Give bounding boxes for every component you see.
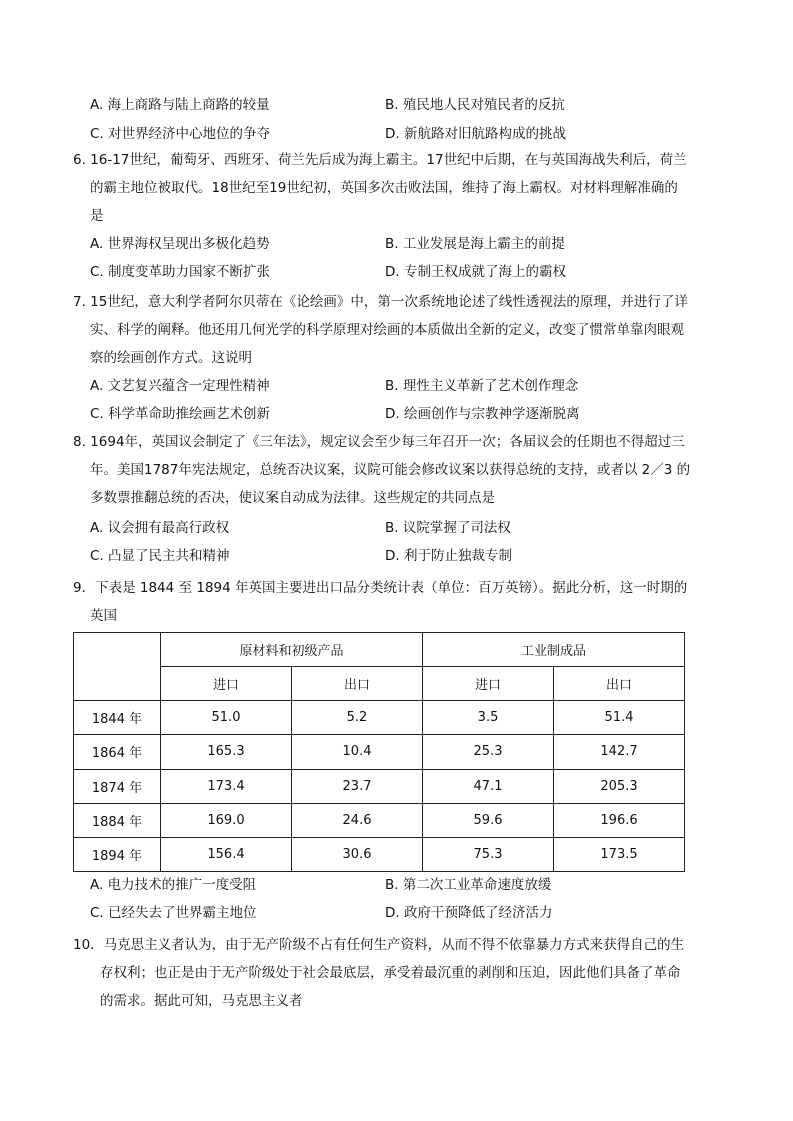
q5-option-d: D. 新航路对旧航路构成的挑战 xyxy=(385,126,566,142)
table-cell: 51.0 xyxy=(161,701,292,735)
q8-option-c: C. 凸显了民主共和精神 xyxy=(90,548,230,564)
q9-option-b: B. 第二次工业革命速度放缓 xyxy=(385,877,552,893)
q7-option-c: C. 科学革命助推绘画艺术创新 xyxy=(90,406,271,422)
table-row xyxy=(74,735,685,769)
table-cell: 3.5 xyxy=(423,701,554,735)
q7-stem-line-2: 实、科学的阐释。他还用几何光学的科学原理对绘画的本质做出全新的定义，改变了惯常单靠肉眼观 xyxy=(90,322,684,338)
table-header-row-2 xyxy=(74,667,685,701)
table-cell: 169.0 xyxy=(161,803,292,837)
table-cell-year: 1844 年 xyxy=(74,701,161,735)
table-cell-year: 1874 年 xyxy=(74,769,161,803)
table-cell: 142.7 xyxy=(554,735,685,769)
q6-option-c: C. 制度变革助力国家不断扩张 xyxy=(90,264,271,280)
table-cell: 196.6 xyxy=(554,803,685,837)
q6-stem-line-1: 6. 16-17世纪，葡萄牙、西班牙、荷兰先后成为海上霸主。17世纪中后期，在与英国海战失利后，荷兰 xyxy=(73,152,687,168)
q5-option-b: B. 殖民地人民对殖民者的反抗 xyxy=(385,97,565,113)
table-subheader-import: 进口 xyxy=(423,667,554,701)
q6-stem-line-2: 的霸主地位被取代。18世纪至19世纪初，英国多次击败法国，维持了海上霸权。对材料理解准确的 xyxy=(90,180,678,196)
table-cell: 47.1 xyxy=(423,769,554,803)
q8-stem-line-2: 年。美国1787年宪法规定，总统否决议案，议院可能会修改议案以获得总统的支持，或者以 2／3 的 xyxy=(90,462,691,478)
table-row xyxy=(74,701,685,735)
q7-option-b: B. 理性主义革新了艺术创作理念 xyxy=(385,378,579,394)
q9-stem-line-1: 9．下表是 1844 至 1894 年英国主要进出口品分类统计表（单位：百万英镑）。据此分析，这一时期的 xyxy=(73,580,688,596)
table-cell: 205.3 xyxy=(554,769,685,803)
q8-stem-line-3: 多数票推翻总统的否决，使议案自动成为法律。这些规定的共同点是 xyxy=(90,490,495,506)
table-cell-year: 1894 年 xyxy=(74,837,161,871)
q6-option-d: D. 专制王权成就了海上的霸权 xyxy=(385,264,566,280)
table-group-header-manufactured: 工业制成品 xyxy=(423,633,685,667)
q8-option-d: D. 利于防止独裁专制 xyxy=(385,548,512,564)
q9-stem-line-2: 英国 xyxy=(90,608,117,624)
q7-stem-line-1: 7. 15世纪，意大利学者阿尔贝蒂在《论绘画》中，第一次系统地论述了线性透视法的原理，并进行了详 xyxy=(73,294,688,310)
table-row xyxy=(74,803,685,837)
trade-statistics-table xyxy=(73,632,685,872)
table-cell: 24.6 xyxy=(292,803,423,837)
table-row xyxy=(74,769,685,803)
table-cell-year: 1884 年 xyxy=(74,803,161,837)
table-cell: 10.4 xyxy=(292,735,423,769)
table-corner-cell xyxy=(74,633,161,701)
q5-option-a: A. 海上商路与陆上商路的较量 xyxy=(90,97,270,113)
table-header-row-1 xyxy=(74,633,685,667)
table-row xyxy=(74,837,685,871)
table-cell: 75.3 xyxy=(423,837,554,871)
q10-stem-line-1: 10．马克思主义者认为，由于无产阶级不占有任何生产资料，从而不得不依靠暴力方式来获得自己的生 xyxy=(73,937,685,953)
table-cell: 51.4 xyxy=(554,701,685,735)
q9-option-a: A. 电力技术的推广一度受阻 xyxy=(90,877,257,893)
q9-option-d: D. 政府干预降低了经济活力 xyxy=(385,905,553,921)
q9-option-c: C. 已经失去了世界霸主地位 xyxy=(90,905,257,921)
table-cell: 173.4 xyxy=(161,769,292,803)
table-cell: 30.6 xyxy=(292,837,423,871)
table-subheader-export: 出口 xyxy=(554,667,685,701)
table-cell: 59.6 xyxy=(423,803,554,837)
table-group-header-raw-materials: 原材料和初级产品 xyxy=(161,633,423,667)
q7-option-a: A. 文艺复兴蕴含一定理性精神 xyxy=(90,378,270,394)
q5-option-c: C. 对世界经济中心地位的争夺 xyxy=(90,126,271,142)
q8-stem-line-1: 8. 1694年，英国议会制定了《三年法》，规定议会至少每三年召开一次；各届议会的任期也不得超过三 xyxy=(73,434,685,450)
q7-stem-line-3: 察的绘画创作方式。这说明 xyxy=(90,350,252,366)
q6-option-b: B. 工业发展是海上霸主的前提 xyxy=(385,236,565,252)
table-cell: 25.3 xyxy=(423,735,554,769)
q6-stem-line-3: 是 xyxy=(90,208,104,224)
table-cell: 5.2 xyxy=(292,701,423,735)
q8-option-a: A. 议会拥有最高行政权 xyxy=(90,520,230,536)
q6-option-a: A. 世界海权呈现出多极化趋势 xyxy=(90,236,270,252)
table-subheader-export: 出口 xyxy=(292,667,423,701)
table-cell: 23.7 xyxy=(292,769,423,803)
q8-option-b: B. 议院掌握了司法权 xyxy=(385,520,511,536)
table-cell: 165.3 xyxy=(161,735,292,769)
table-cell: 173.5 xyxy=(554,837,685,871)
q7-option-d: D. 绘画创作与宗教神学逐渐脱离 xyxy=(385,406,580,422)
table-cell: 156.4 xyxy=(161,837,292,871)
q10-stem-line-2: 存权利；也正是由于无产阶级处于社会最底层，承受着最沉重的剥削和压迫，因此他们具备了革命 xyxy=(100,965,681,981)
table-cell-year: 1864 年 xyxy=(74,735,161,769)
table-subheader-import: 进口 xyxy=(161,667,292,701)
q10-stem-line-3: 的需求。据此可知，马克思主义者 xyxy=(100,993,303,1009)
